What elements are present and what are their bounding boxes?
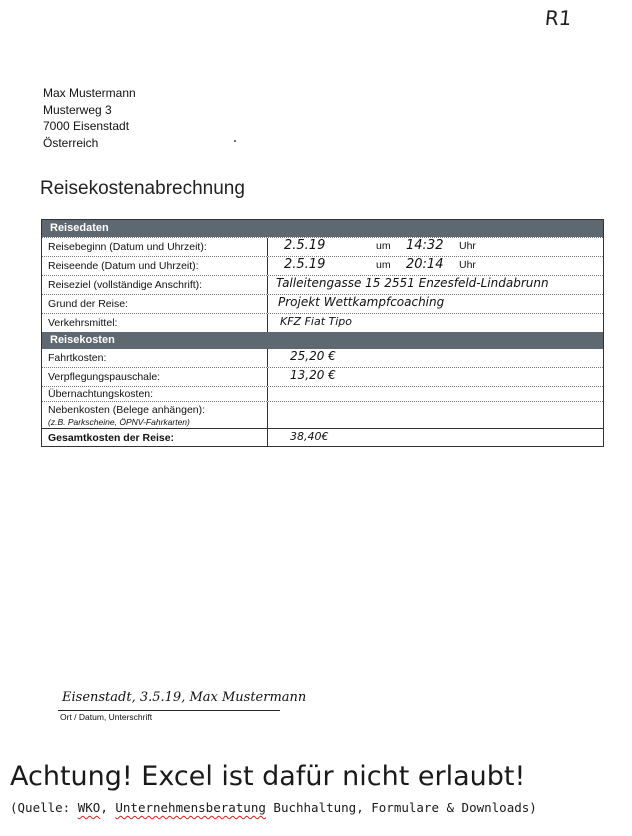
gesamtkosten-amount: 38,40€ (290, 430, 329, 443)
value-reisebeginn (268, 238, 603, 256)
label-verkehrsmittel: Verkehrsmittel: (42, 314, 268, 332)
source-wko: WKO (77, 800, 101, 815)
sender-street: Musterweg 3 (43, 102, 112, 117)
section-header-reisedaten: Reisedaten (42, 220, 603, 237)
source-rest: Buchhaltung, Formulare & Downloads) (265, 800, 537, 815)
label-verpflegung: Verpflegungspauschale: (42, 368, 268, 386)
reiseende-time: 20:14 (406, 257, 444, 272)
value-nebenkosten (268, 402, 603, 428)
verkehrsmittel-text: KFZ Fiat Tipo (280, 315, 352, 328)
value-verpflegung (268, 368, 603, 386)
value-reiseende (268, 257, 603, 275)
row-verkehrsmittel (42, 313, 603, 332)
row-nebenkosten (42, 401, 603, 428)
reisebeginn-uhr: Uhr (459, 240, 476, 252)
value-uebernachtung (268, 387, 603, 401)
sender-city: 7000 Eisenstadt (43, 119, 130, 133)
label-nebenkosten (42, 402, 268, 428)
row-reiseziel (42, 275, 603, 294)
label-grund: Grund der Reise: (42, 295, 268, 313)
section-header-reisekosten: Reisekosten (42, 332, 603, 349)
label-reisebeginn: Reisebeginn (Datum und Uhrzeit): (42, 238, 268, 256)
sender-country: Österreich (43, 135, 99, 150)
reisebeginn-date: 2.5.19 (284, 238, 326, 253)
row-uebernachtung (42, 386, 603, 401)
value-reiseziel (268, 276, 603, 294)
warning-text: Achtung! Excel ist dafür nicht erlaubt! (10, 761, 526, 792)
reiseende-uhr: Uhr (459, 259, 476, 271)
reisebeginn-um: um (376, 240, 391, 252)
value-verkehrsmittel (268, 314, 603, 332)
source-citation (10, 800, 537, 815)
source-unternehmensberatung: Unternehmensberatung (115, 800, 266, 815)
signature-line (58, 710, 280, 711)
value-gesamtkosten (268, 429, 603, 446)
sender-name: Max Mustermann (43, 86, 136, 100)
reiseziel-text: Talleitengasse 15 2551 Enzesfeld-Lindabrunn (276, 276, 549, 290)
nebenkosten-label: Nebenkosten (Belege anhängen): (48, 404, 206, 416)
row-fahrtkosten (42, 349, 603, 367)
source-prefix: (Quelle: (10, 800, 78, 815)
grund-text: Projekt Wettkampfcoaching (278, 295, 445, 309)
reisebeginn-time: 14:32 (406, 238, 444, 253)
row-gesamtkosten (42, 428, 603, 446)
fahrtkosten-amount: 25,20 € (290, 349, 336, 363)
verpflegung-amount: 13,20 € (290, 368, 336, 382)
corner-mark: R1 (543, 6, 573, 30)
row-verpflegung (42, 367, 603, 386)
nebenkosten-sublabel: (z.B. Parkscheine, ÖPNV-Fahrkarten) (48, 417, 190, 427)
reiseende-date: 2.5.19 (284, 257, 326, 272)
value-fahrtkosten (268, 349, 603, 367)
reiseende-um: um (376, 259, 391, 271)
document-title: Reisekostenabrechnung (40, 178, 245, 199)
sender-address (43, 85, 136, 151)
label-fahrtkosten: Fahrtkosten: (42, 349, 268, 367)
row-reisebeginn (42, 237, 603, 256)
label-uebernachtung: Übernachtungskosten: (42, 387, 268, 401)
signature-handwritten: Eisenstadt, 3.5.19, Max Mustermann (62, 690, 307, 705)
source-separator: , (100, 800, 116, 815)
expense-form (41, 219, 604, 447)
label-reiseziel: Reiseziel (vollständige Anschrift): (42, 276, 268, 294)
row-reiseende (42, 256, 603, 275)
stray-dot (234, 140, 236, 142)
label-reiseende: Reiseende (Datum und Uhrzeit): (42, 257, 268, 275)
value-grund (268, 295, 603, 313)
signature-caption: Ort / Datum, Unterschrift (60, 712, 153, 722)
label-gesamtkosten: Gesamtkosten der Reise: (42, 429, 268, 446)
row-grund (42, 294, 603, 313)
